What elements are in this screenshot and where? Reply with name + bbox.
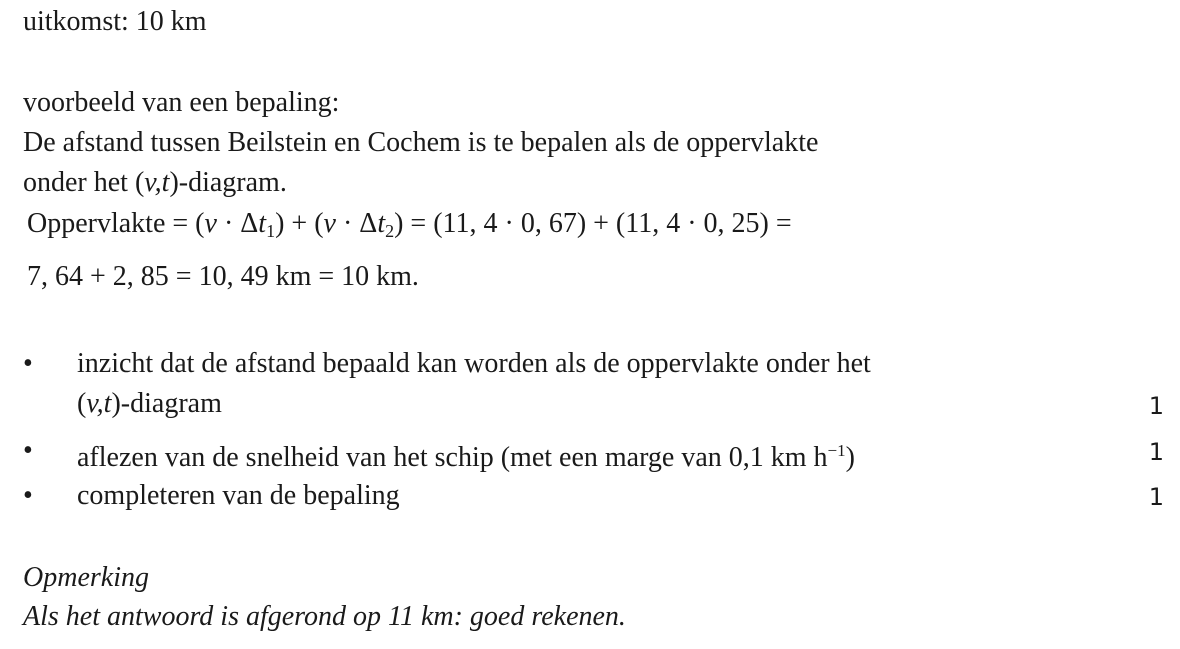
note-heading: Opmerking: [23, 562, 149, 593]
equation-line-2: 7, 64 + 2, 85 = 10, 49 km = 10 km.: [27, 261, 419, 292]
equation-line-1: Oppervlakte = $(v \cdot \Delta t_1) + (v \cdot \Delta t_2) = (11$, 4 · 0, 67) + (11, 4 · 0, 25) =: [27, 208, 792, 241]
criterion-1-line-1: inzicht dat de afstand bepaald kan worden als de oppervlakte onder het: [77, 348, 871, 379]
criterion-1-line-2: (v,t)-diagram: [77, 388, 222, 419]
bullet: •: [23, 348, 33, 379]
example-line-1: De afstand tussen Beilstein en Cochem is te bepalen als de oppervlakte: [23, 127, 819, 158]
bullet: •: [23, 480, 33, 511]
example-heading: voorbeeld van een bepaling:: [23, 87, 340, 118]
criterion-2-score: 1: [1148, 438, 1164, 466]
criterion-3-score: 1: [1148, 483, 1164, 511]
example-line-2: onder het (v,t)-diagram.: [23, 167, 287, 198]
bullet: •: [23, 435, 33, 466]
criterion-1-score: 1: [1148, 392, 1164, 420]
result-line: uitkomst: 10 km: [23, 6, 207, 37]
criterion-3-text: completeren van de bepaling: [77, 480, 400, 511]
note-text: Als het antwoord is afgerond op 11 km: goed rekenen.: [23, 601, 626, 632]
criterion-2-text: aflezen van de snelheid van het schip (met een marge van 0,1 km $h^{-1}$): [77, 441, 855, 473]
